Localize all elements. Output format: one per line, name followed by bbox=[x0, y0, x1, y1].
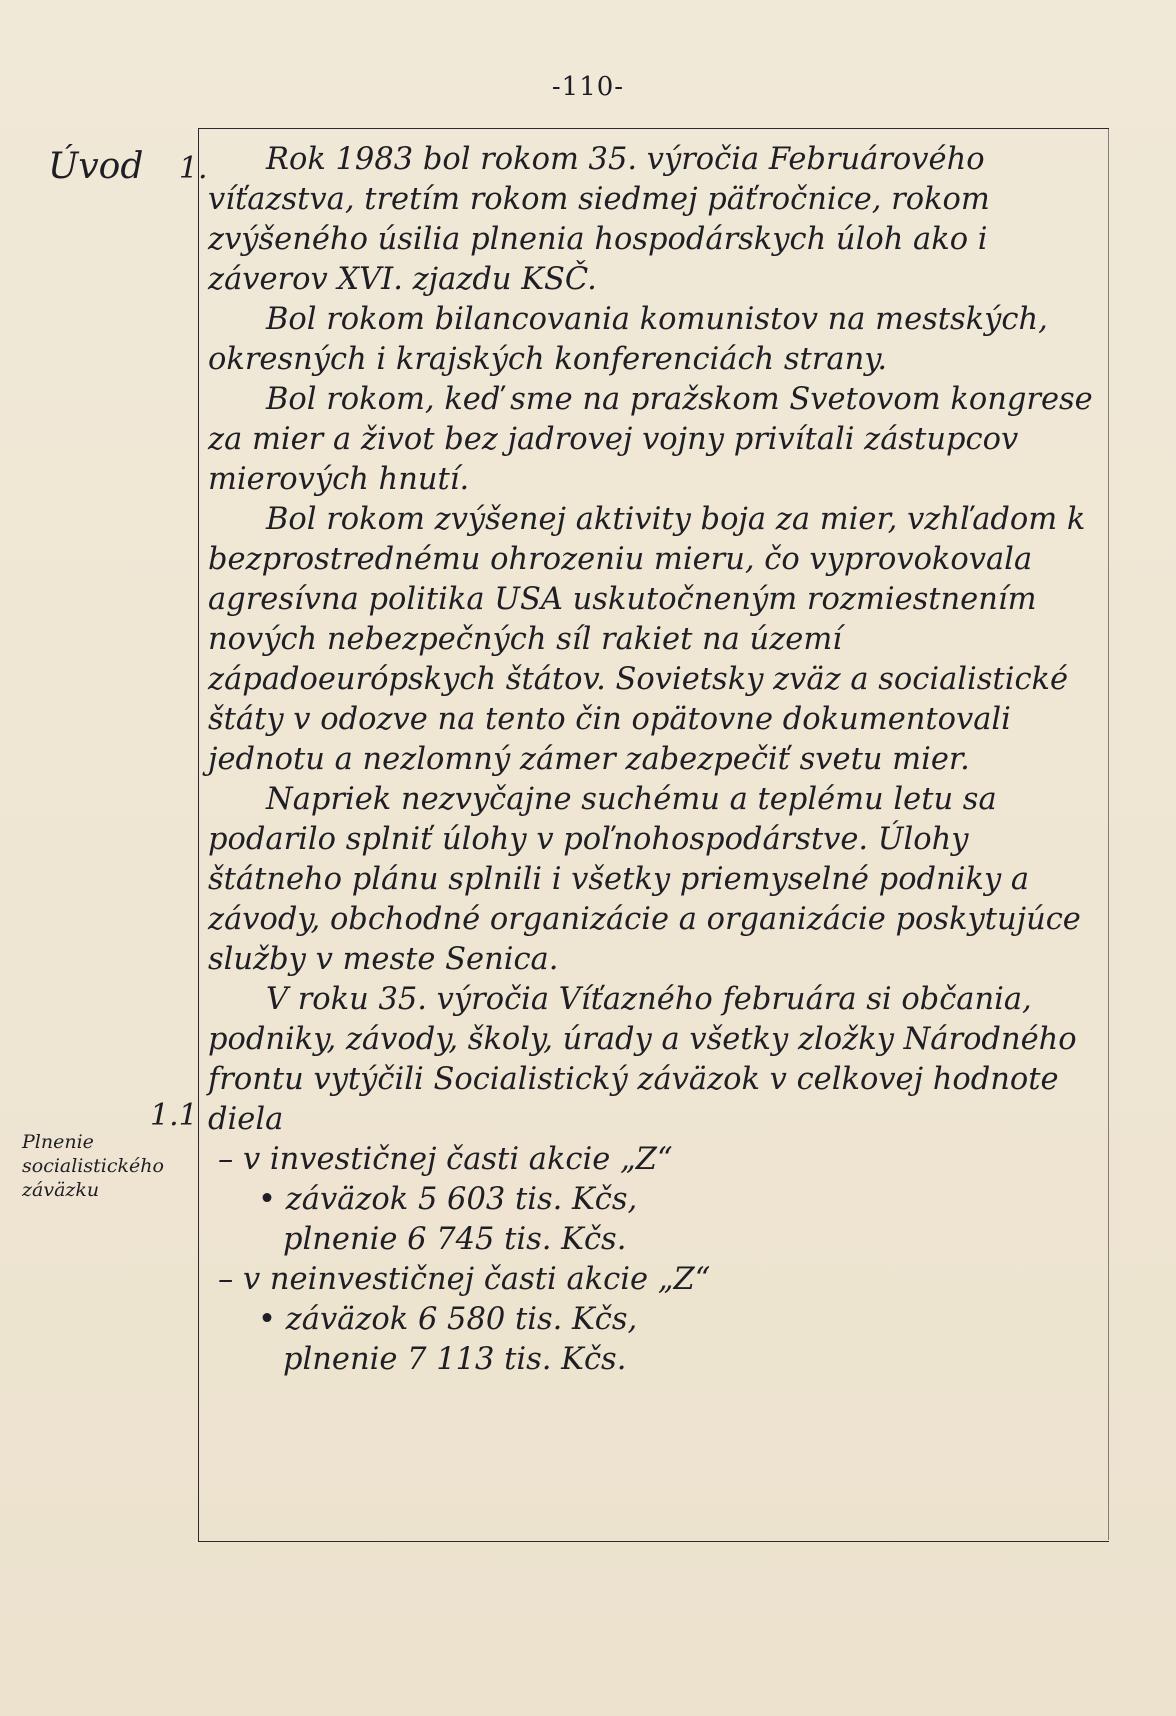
list-item-fulfillment: plnenie 6 745 tis. Kčs. bbox=[283, 1222, 627, 1257]
section-1-1-intro: V roku 35. výročia Víťazného februára si občania, podniky, závody, školy, úrady a všetky zložky Národného frontu vytýčili Socialistický záväzok v celkovej hodnote diela bbox=[208, 982, 1077, 1137]
page-number: -110- bbox=[551, 72, 625, 102]
paragraph-1: Rok 1983 bol rokom 35. výročia Februárového víťazstva, tretím rokom siedmej päťročnice, rokom zvýšeného úsilia plnenia hospodárskych úloh ako i záverov XVI. zjazdu KSČ. bbox=[208, 142, 990, 297]
list-item-dash: – v investičnej časti akcie „Z“ bbox=[218, 1142, 673, 1177]
paragraph-4: Bol rokom zvýšenej aktivity boja za mier, vzhľadom k bezprostrednému ohrozeniu mieru, čo vyprovokovala agresívna politika USA uskutočneným rozmiestnením nových nebezpečných síl rakiet na území západoeurópskych štátov. Sovietsky zväz a socialistické štáty v odozve na tento čin opätovne dokumentovali jednotu a nezlomný zámer zabezpečiť svetu mier. bbox=[208, 502, 1086, 777]
body-text bbox=[208, 140, 1100, 1380]
list-item-fulfillment: plnenie 7 113 tis. Kčs. bbox=[283, 1342, 627, 1377]
section-1-1-margin-note: Plnenie socialistického záväzku bbox=[22, 1131, 164, 1201]
paragraph-3: Bol rokom, keď sme na pražskom Svetovom kongrese za mier a život bez jadrovej vojny privítali zástupcov mierových hnutí. bbox=[208, 382, 1093, 497]
list-item-commitment: • záväzok 6 580 tis. Kčs, bbox=[258, 1302, 638, 1337]
section-1-1-number: 1.1 bbox=[150, 1098, 198, 1133]
text-frame-right-edge bbox=[1108, 128, 1109, 1540]
section-1-number: 1. bbox=[178, 151, 208, 186]
list-item-dash: – v neinvestičnej časti akcie „Z“ bbox=[218, 1262, 711, 1297]
paragraph-5: Napriek nezvyčajne suchému a teplému letu sa podarilo splniť úlohy v poľnohospodárstve. Úlohy štátneho plánu splnili i všetky priemyselné podniky a závody, obchodné organizácie a organizácie poskytujúce služby v meste Senica. bbox=[208, 782, 1081, 977]
paragraph-2: Bol rokom bilancovania komunistov na mestských, okresných i krajských konferenciách strany. bbox=[208, 302, 1048, 377]
list-item-commitment: • záväzok 5 603 tis. Kčs, bbox=[258, 1182, 638, 1217]
margin-heading bbox=[48, 146, 207, 187]
heading-text: Úvod bbox=[48, 146, 144, 187]
